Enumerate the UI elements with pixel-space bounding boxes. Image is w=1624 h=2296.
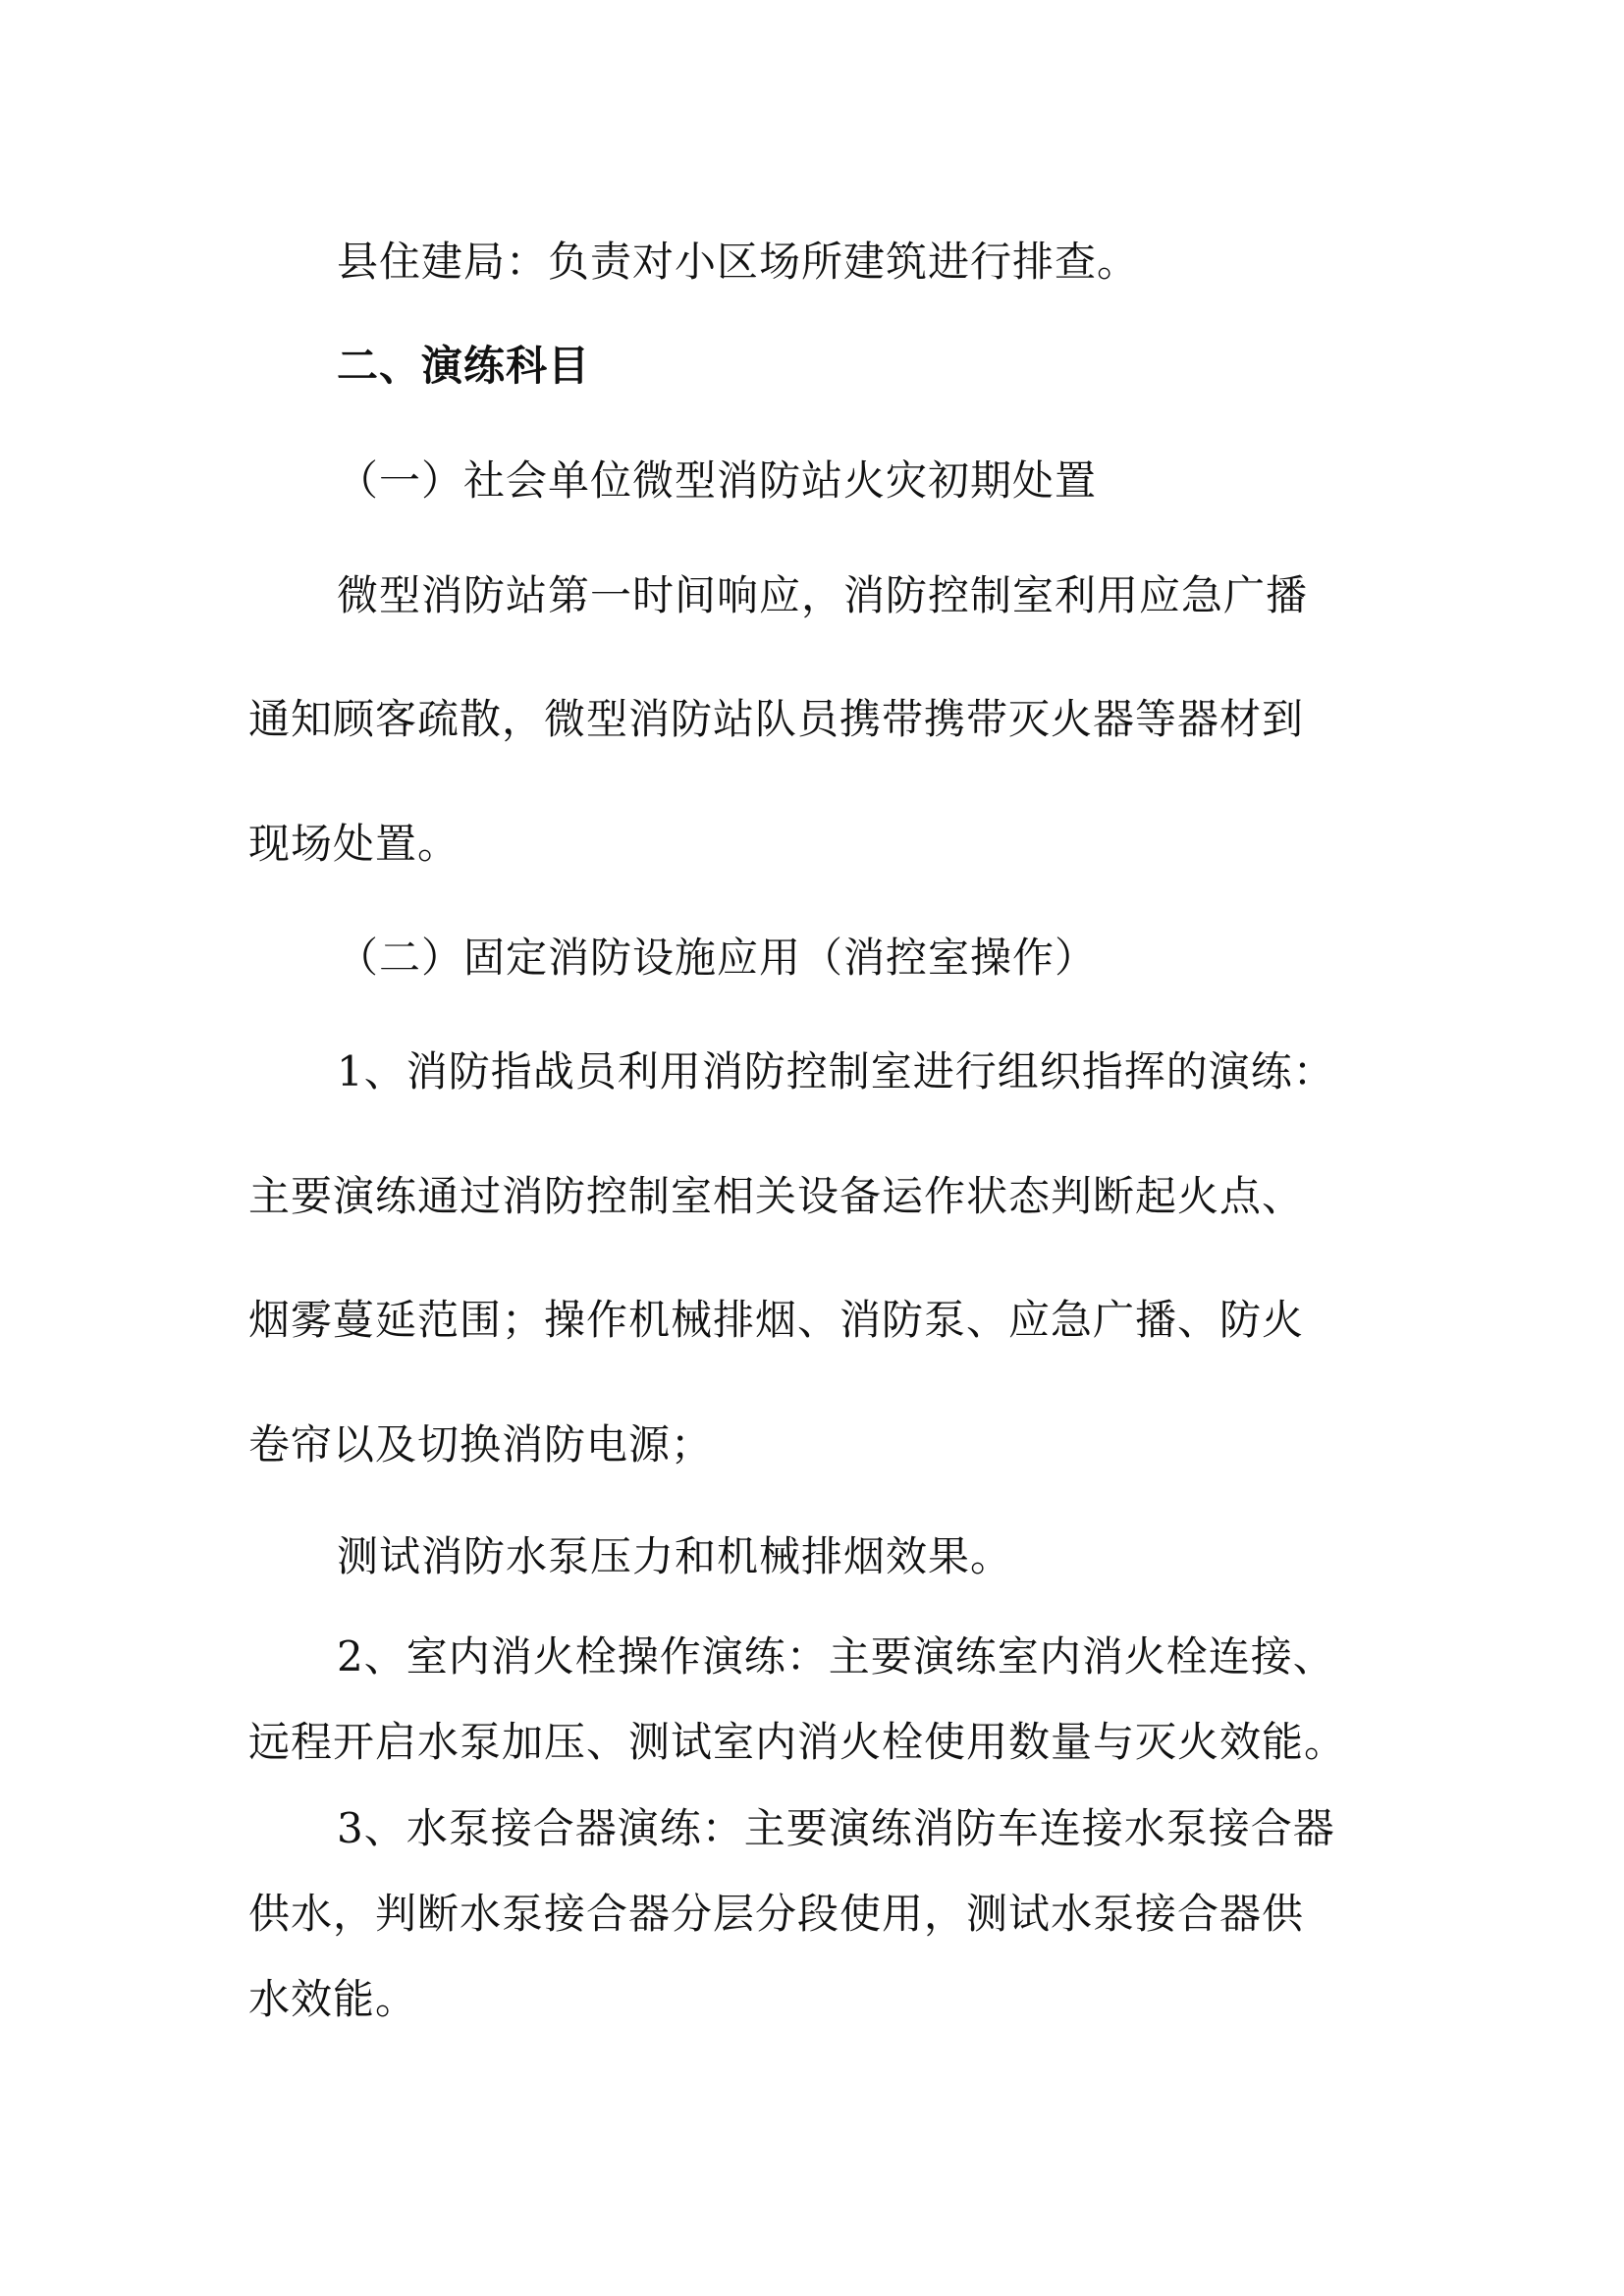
paragraph-line: 烟雾蔓延范围；操作机械排烟、消防泵、应急广播、防火 [248,1296,1305,1344]
paragraph-line: 水效能。 [248,1975,418,2023]
paragraph-line: 微型消防站第一时间响应，消防控制室利用应急广播 [337,571,1309,619]
paragraph-line: 1、消防指战员利用消防控制室进行组织指挥的演练： [337,1047,1335,1095]
paragraph-line: 卷帘以及切换消防电源； [248,1420,714,1468]
paragraph-line: 远程开启水泵加压、测试室内消火栓使用数量与灭火效能。 [248,1718,1347,1766]
paragraph-line: 2、室内消火栓操作演练：主要演练室内消火栓连接、 [337,1632,1335,1681]
paragraph-line: 现场处置。 [248,820,460,868]
subsection-heading: （二）固定消防设施应用（消控室操作） [337,934,1098,982]
paragraph-line: 主要演练通过消防控制室相关设备运作状态判断起火点、 [248,1172,1305,1220]
paragraph-line: 3、水泵接合器演练：主要演练消防车连接水泵接合器 [337,1804,1335,1852]
subsection-heading: （一）社会单位微型消防站火灾初期处置 [337,456,1098,505]
paragraph-line: 测试消防水泵压力和机械排烟效果。 [337,1532,1013,1580]
paragraph-line: 供水，判断水泵接合器分层分段使用，测试水泵接合器供 [248,1890,1305,1938]
section-heading: 二、演练科目 [337,342,591,390]
paragraph-line: 通知顾客疏散，微型消防站队员携带携带灭火器等器材到 [248,695,1305,743]
paragraph-line: 县住建局：负责对小区场所建筑进行排查。 [337,238,1140,286]
